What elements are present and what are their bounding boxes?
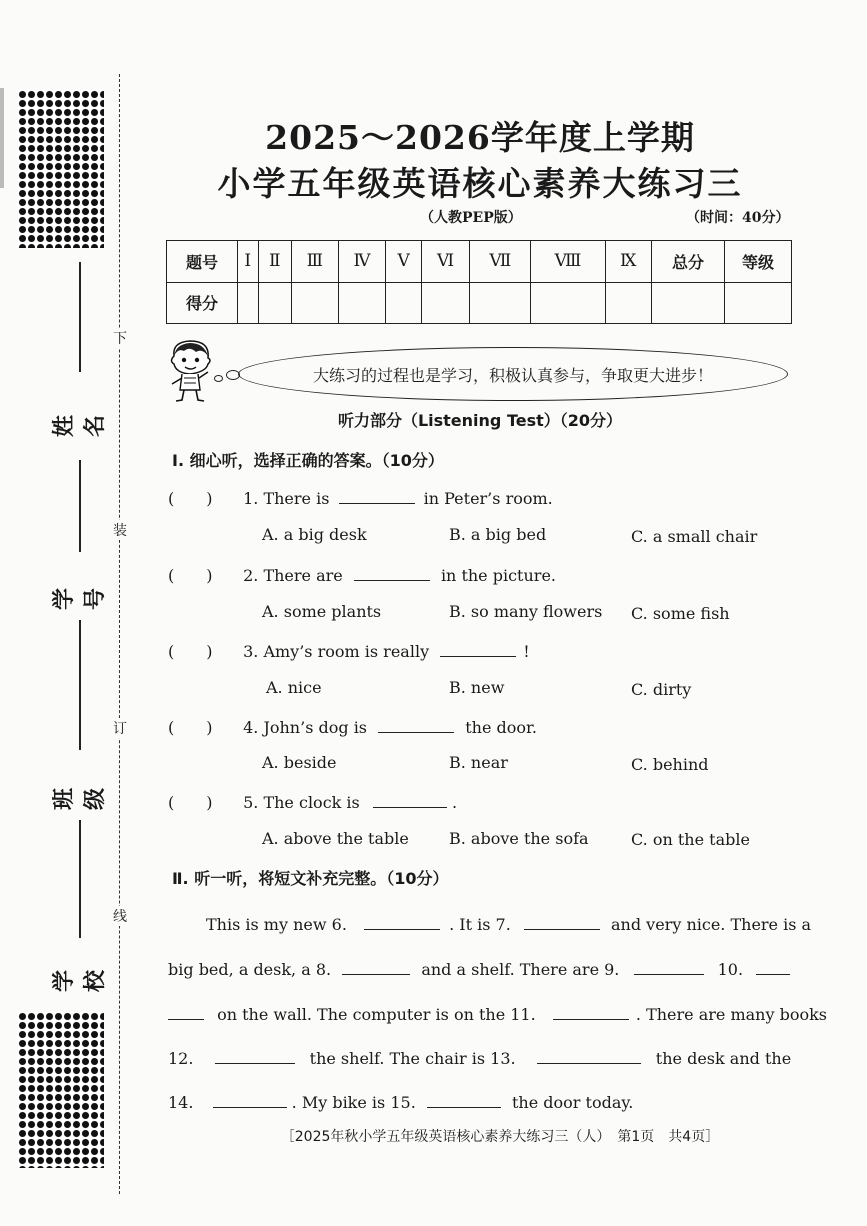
q3-option-b[interactable]: B. new (449, 678, 505, 697)
q2-option-b[interactable]: B. so many flowers (449, 602, 603, 621)
passage-text: the desk and the (655, 1049, 792, 1068)
q4-option-b[interactable]: B. near (449, 753, 508, 772)
motto-text: 大练习的过程也是学习，积极认真参与，争取更大进步！ (312, 365, 713, 385)
binding-char-xian: 线 (110, 906, 130, 926)
binding-char-xia: 下 (110, 328, 130, 348)
question-2-stem: 2. There are (243, 566, 343, 585)
q3-option-c[interactable]: C. dirty (631, 680, 692, 699)
passage-text: 10. (717, 960, 744, 979)
score-label: 得分 (167, 282, 238, 324)
passage-line-4 (168, 1047, 796, 1068)
question-5-stem-end: . (451, 793, 458, 812)
score-cell[interactable] (258, 282, 292, 324)
blank-10-start[interactable] (756, 958, 790, 975)
blank-11[interactable] (553, 1003, 629, 1020)
passage-text: . My bike is 15. (291, 1093, 416, 1112)
question-3-blank[interactable] (440, 640, 516, 657)
score-table-score-row (167, 282, 792, 324)
blank-15[interactable] (427, 1091, 501, 1108)
passage-line-1 (206, 913, 812, 934)
passage-text: 14. (168, 1093, 194, 1112)
q1-option-a[interactable]: A. a big desk (262, 525, 367, 544)
score-table (166, 240, 792, 324)
score-cell[interactable] (421, 282, 469, 324)
col-2: Ⅱ (258, 241, 292, 283)
question-4-blank[interactable] (378, 716, 454, 733)
passage-text: . There are many books (635, 1005, 828, 1024)
question-2-stem-end: in the picture. (440, 566, 556, 585)
score-cell[interactable] (338, 282, 386, 324)
col-6: Ⅵ (421, 241, 469, 283)
q2-option-c[interactable]: C. some fish (631, 604, 730, 623)
class-label: 班级 (52, 788, 108, 811)
time-limit: （时间：40分） (686, 210, 790, 226)
score-cell[interactable] (531, 282, 605, 324)
class-write-line (79, 620, 81, 750)
q2-option-a[interactable]: A. some plants (262, 602, 382, 621)
exam-title-main: 小学五年级英语核心素养大练习三 (217, 164, 743, 203)
page-edge-mark (0, 88, 4, 188)
binding-char-zhuang: 装 (110, 520, 130, 540)
col-total: 总分 (652, 241, 725, 283)
score-cell[interactable] (605, 282, 652, 324)
passage-line-3 (168, 1003, 828, 1024)
col-1: Ⅰ (238, 241, 259, 283)
score-table-header-row (167, 241, 792, 283)
school-label: 学校 (52, 970, 108, 993)
id-label: 学号 (52, 588, 108, 611)
listening-section-heading: 听力部分（Listening Test）（20分） (337, 411, 623, 430)
motto-speech-bubble (238, 347, 788, 401)
score-cell[interactable] (386, 282, 421, 324)
col-8: Ⅷ (531, 241, 605, 283)
q1-option-c[interactable]: C. a small chair (631, 527, 758, 546)
q3-option-a[interactable]: A. nice (266, 678, 322, 697)
q5-option-b[interactable]: B. above the sofa (449, 829, 589, 848)
passage-line-2 (168, 958, 796, 979)
binding-dashed-line (119, 74, 120, 1194)
id-write-line (79, 460, 81, 552)
blank-9[interactable] (634, 958, 704, 975)
blank-14[interactable] (213, 1091, 287, 1108)
answer-paren[interactable]: ( ) (168, 718, 213, 737)
name-label: 姓名 (52, 415, 108, 438)
q4-option-a[interactable]: A. beside (262, 753, 337, 772)
speech-bubble-tail-small (214, 375, 223, 382)
question-2 (168, 563, 556, 586)
answer-paren[interactable]: ( ) (168, 642, 213, 661)
score-cell-total[interactable] (652, 282, 725, 324)
exam-title-year: 2025～2026学年度上学期 (265, 118, 695, 157)
question-5-stem: 5. The clock is (243, 793, 360, 812)
blank-13[interactable] (537, 1047, 641, 1064)
cartoon-boy-icon (166, 338, 216, 404)
part2-heading: Ⅱ. 听一听，将短文补充完整。（10分） (172, 869, 449, 888)
question-1-stem: 1. There is (243, 489, 330, 508)
question-5-blank[interactable] (373, 791, 447, 808)
passage-text: . It is 7. (449, 915, 511, 934)
question-3-stem-end: ! (523, 642, 530, 661)
q5-option-c[interactable]: C. on the table (631, 830, 750, 849)
question-4-stem: 4. John’s dog is (243, 718, 368, 737)
q4-option-c[interactable]: C. behind (631, 755, 709, 774)
question-4 (168, 715, 537, 738)
score-cell[interactable] (470, 282, 531, 324)
page-footer: ［2025年秋小学五年级英语核心素养大练习三（人） 第1页 共4页］ (280, 1129, 720, 1145)
blank-12[interactable] (215, 1047, 295, 1064)
decorative-dot-pattern-top (18, 90, 104, 248)
blank-10-end[interactable] (168, 1003, 204, 1020)
score-cell[interactable] (238, 282, 259, 324)
passage-text: This is my new 6. (206, 915, 347, 934)
q1-option-b[interactable]: B. a big bed (449, 525, 547, 544)
question-number-label: 题号 (167, 241, 238, 283)
passage-text: the door today. (511, 1093, 634, 1112)
blank-6[interactable] (364, 913, 440, 930)
col-5: Ⅴ (386, 241, 421, 283)
passage-line-5 (168, 1091, 796, 1112)
question-3 (168, 639, 530, 662)
answer-paren[interactable]: ( ) (168, 566, 213, 585)
question-1-stem-end: in Peter’s room. (423, 489, 553, 508)
q5-option-a[interactable]: A. above the table (262, 829, 409, 848)
col-4: Ⅳ (338, 241, 386, 283)
part1-heading: Ⅰ. 细心听，选择正确的答案。（10分） (172, 451, 444, 470)
name-write-line (79, 262, 81, 372)
passage-text: and very nice. There is a (610, 915, 812, 934)
question-1-blank[interactable] (339, 487, 415, 504)
question-4-stem-end: the door. (465, 718, 537, 737)
question-5 (168, 790, 457, 813)
question-3-stem: 3. Amy’s room is really (243, 642, 430, 661)
blank-7[interactable] (524, 913, 600, 930)
question-2-blank[interactable] (354, 564, 430, 581)
school-write-line (79, 820, 81, 938)
score-cell[interactable] (292, 282, 338, 324)
answer-paren[interactable]: ( ) (168, 489, 213, 508)
answer-paren[interactable]: ( ) (168, 793, 213, 812)
binding-char-ding: 订 (110, 718, 130, 738)
col-7: Ⅶ (470, 241, 531, 283)
passage-text: and a shelf. There are 9. (421, 960, 620, 979)
blank-8[interactable] (342, 958, 410, 975)
question-1 (168, 486, 553, 509)
score-cell-grade[interactable] (725, 282, 792, 324)
col-9: Ⅸ (605, 241, 652, 283)
passage-text: the shelf. The chair is 13. (309, 1049, 516, 1068)
passage-text: big bed, a desk, a 8. (168, 960, 332, 979)
col-grade: 等级 (725, 241, 792, 283)
decorative-dot-pattern-bottom (18, 1012, 104, 1168)
passage-text: on the wall. The computer is on the 11. (217, 1005, 536, 1024)
col-3: Ⅲ (292, 241, 338, 283)
passage-text: 12. (168, 1049, 194, 1068)
edition-label: （人教PEP版） (420, 210, 522, 226)
